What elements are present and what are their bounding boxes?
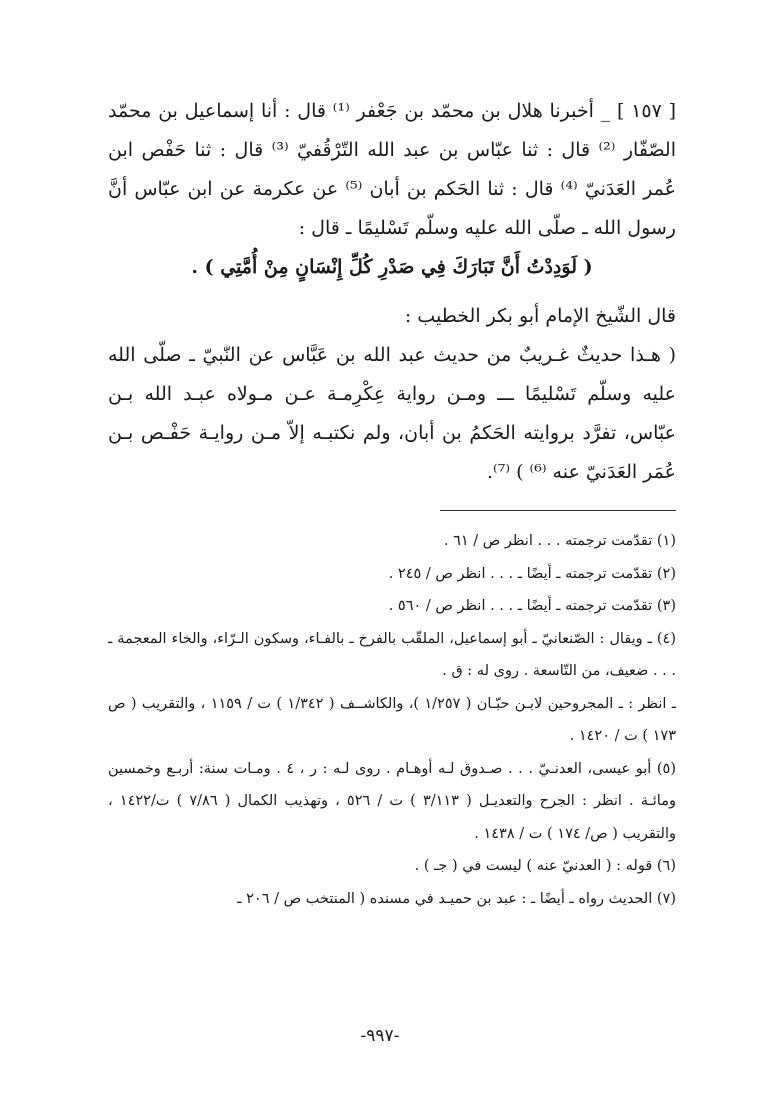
footnote-4: (٤) ـ ويقال : الصّنعانيّ ـ أبو إسماعيل، الملقّب بالفرخ ـ بالفـاء، وسكون الـرّاء، والخاء المعجمة ـ . . . ضعيف، من التّاسعة . روى له : ق .	[108, 630, 676, 679]
main-text	[108, 92, 676, 492]
footnote-1: (١) تقدّمت ترجمته . . . انظر ص / ٦١ .	[443, 533, 676, 549]
footnote-3: (٣) تقدّمت ترجمته ـ أيضًا ـ . . . انظر ص / ٥٦٠ .	[388, 598, 676, 614]
footnote-6: (٦) قوله : ( العدنيّ عنه ) ليست في ( جـ ) .	[414, 858, 676, 874]
footnote-7: (٧) الحديث رواه ـ أيضًا ـ : عبد بن حميـد في مسنده ( المنتخب ص / ٢٠٦ ـ	[237, 890, 676, 907]
isnad-paragraph: [ ١٥٧ ] _ أخبرنا هلال بن محمّد بن جَعْفر ⁽¹⁾ قال : أنا إسماعيل بن محمّد الصّفّار ⁽²⁾ قال : ثنا عبّاس بن عبد الله التّرْقُفيّ ⁽³⁾ قال : ثنا حَفْص ابن عُمر العَدَنيّ ⁽⁴⁾ قال : ثنا الحَكم بن أبان ⁽⁵⁾ عن عكرمة عن ابن عبّاس أنَّ رسول الله ـ صلّى الله عليه وسلّم تَسْليمًا ـ قال :	[108, 100, 677, 239]
footnote-4-refs: ـ انظر : ـ المجروحين لابـن حبّـان ( ١/٢٥٧ )، والكاشــف ( ١/٣٤٢ ) ت / ١١٥٩ ، والتقريب ( ص ١٧٣ ) ت / ١٤٢٠ .	[108, 695, 676, 744]
commentary-paragraph: ( هـذا حديثٌ غـريبٌ من حديث عبد الله بن عَبَّاس عن النّبيّ ـ صلّى الله عليه وسلّم تَسْليمًا ـــ ومـن رواية عِكْرِمـة عـن مـولاه عبـد الله بـن عبّاس، تفرَّد بروايته الحَكمُ بن أبان، ولم نكتبـه إلاّ مـن روايـة حَفْـص بـن عُمَر العَدَنيّ عنه ⁽⁶⁾ ) ⁽⁷⁾.	[108, 344, 676, 483]
footnote-5: (٥) أبو عيسى، العدنـيّ . . . صـدوق لـه أوهـام . روى لـه : ر ، ٤ . ومـات سنة: أربـع وخمسين ومائـة . انظر : الجرح والتعديـل ( ٣/١١٣ ) ت / ٥٢٦ ، وتهذيب الكمال ( ٧/٨٦ ) ت/١٤٢٢ ، والتقريب ( ص/ ١٧٤ ) ت / ١٤٣٨ .	[108, 760, 677, 842]
hadith-text: ( لَوَدِدْتُ أَنَّ تَبَارَكَ فِي صَدْرِ كُلِّ إِنْسَانٍ مِنْ أُمَّتِي ) .	[191, 256, 593, 278]
page-body	[108, 92, 676, 915]
footnote-2: (٢) تقدّمت ترجمته ـ أيضًا ـ . . . انظر ص / ٢٤٥ .	[388, 565, 676, 582]
footnotes	[108, 525, 676, 915]
speaker-line: قال الشّيخ الإمام أبو بكر الخطيب :	[404, 305, 676, 327]
page-number: -٩٩٧-	[360, 1026, 400, 1046]
footnote-separator	[440, 510, 676, 511]
